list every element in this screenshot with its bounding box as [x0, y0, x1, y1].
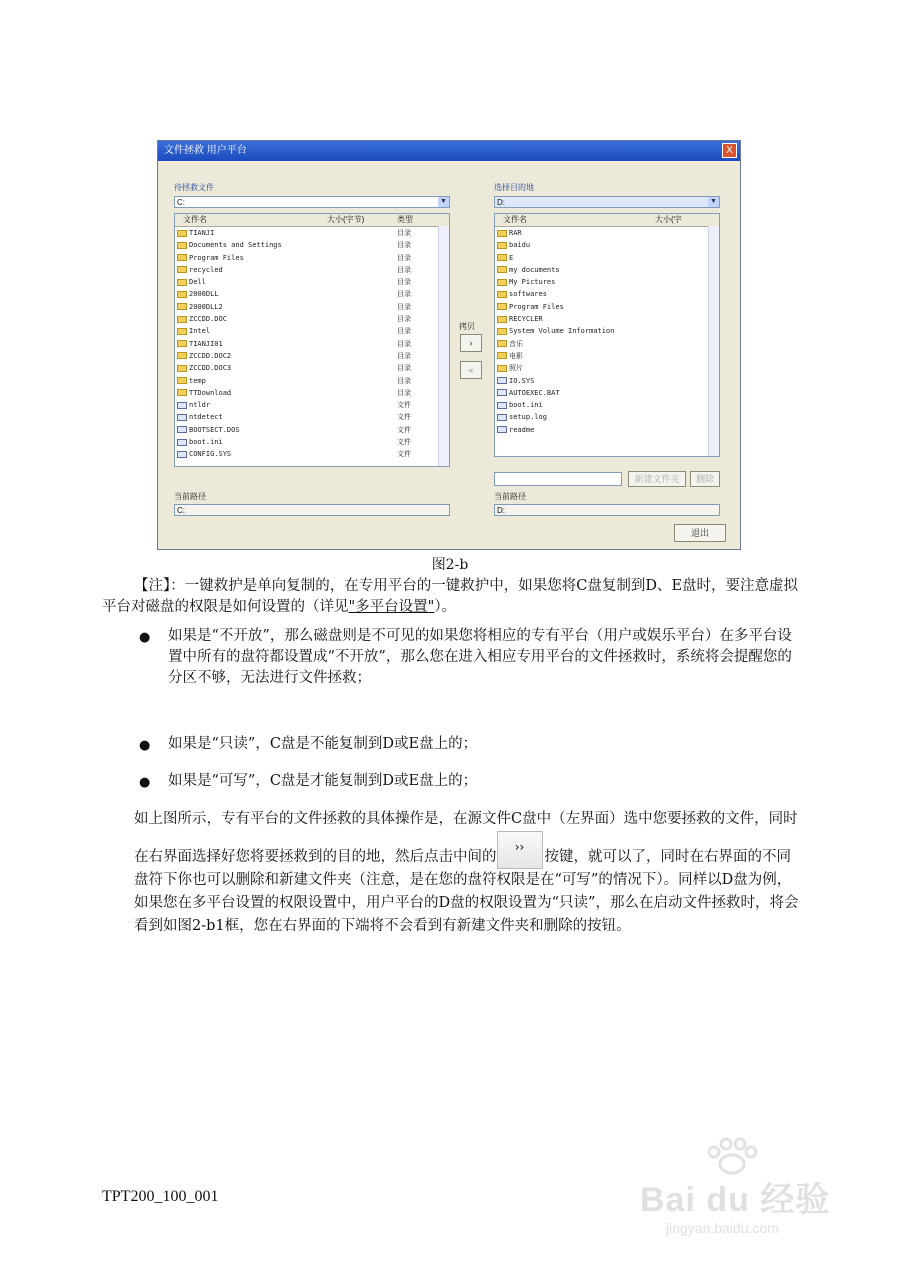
- file-name: 音乐: [509, 339, 523, 348]
- file-name: AUTOEXEC.BAT: [509, 388, 560, 397]
- list-item[interactable]: [495, 276, 719, 288]
- close-button[interactable]: X: [722, 143, 737, 158]
- list-item[interactable]: [175, 301, 449, 313]
- file-type: 目录: [397, 339, 411, 348]
- list-item[interactable]: [495, 338, 719, 350]
- list-item[interactable]: [175, 436, 449, 448]
- folder-icon: [497, 254, 507, 261]
- folder-icon: [177, 291, 187, 298]
- new-folder-name-input[interactable]: [494, 472, 622, 486]
- source-group-label: 待拯救文件: [174, 183, 214, 192]
- list-item[interactable]: [495, 313, 719, 325]
- folder-icon: [177, 389, 187, 396]
- copy-label: 拷贝: [459, 322, 475, 331]
- file-type: 目录: [397, 302, 411, 311]
- figure-caption-text: 图2-b: [431, 557, 469, 573]
- target-scrollbar[interactable]: [708, 226, 719, 456]
- folder-icon: [497, 328, 507, 335]
- folder-icon: [497, 266, 507, 273]
- file-icon: [497, 402, 507, 409]
- file-name: 电影: [509, 351, 523, 360]
- folder-icon: [177, 365, 187, 372]
- target-status-label: 当前路径: [494, 492, 526, 501]
- file-name: RECYCLER: [509, 315, 543, 324]
- note-prefix: 【注】：一键救护是单向复制的，在专用平台的一键救护中，如果您将C盘复制到D、E盘时，要注意虚拟平台对磁盘的权限是如何设置的（详见: [102, 578, 799, 615]
- file-icon: [497, 389, 507, 396]
- list-item[interactable]: [495, 411, 719, 423]
- list-item[interactable]: [495, 325, 719, 337]
- source-file-list[interactable]: [174, 213, 450, 467]
- file-icon: [497, 414, 507, 421]
- list-item[interactable]: [175, 399, 449, 411]
- list-item[interactable]: [175, 411, 449, 423]
- target-file-list[interactable]: [494, 213, 720, 457]
- file-icon: [497, 426, 507, 433]
- file-icon: [497, 377, 507, 384]
- dialog-titlebar: [158, 141, 740, 161]
- file-rescue-dialog: [157, 140, 741, 550]
- file-type: 目录: [397, 376, 411, 385]
- chevron-down-icon: ▼: [708, 197, 719, 207]
- source-header-type[interactable]: 类型: [397, 215, 413, 224]
- file-name: Intel: [189, 327, 211, 336]
- folder-icon: [497, 230, 507, 237]
- file-type: 目录: [397, 290, 411, 299]
- list-item[interactable]: [175, 325, 449, 337]
- list-item[interactable]: [175, 313, 449, 325]
- folder-icon: [497, 303, 507, 310]
- file-name: boot.ini: [509, 401, 543, 410]
- file-name: Dell: [189, 278, 206, 287]
- file-name: 2000DLL2: [189, 302, 223, 311]
- file-icon: [177, 439, 187, 446]
- list-item[interactable]: [495, 252, 719, 264]
- copy-forward-button-image: ››: [497, 831, 543, 869]
- file-type: 目录: [397, 253, 411, 262]
- file-name: ZCCDD.DOC3: [189, 364, 232, 373]
- file-name: TIANJI01: [189, 339, 223, 348]
- target-rows: [495, 227, 719, 436]
- file-icon: [177, 426, 187, 433]
- target-path-field: [494, 504, 720, 516]
- folder-icon: [497, 352, 507, 359]
- source-header-name[interactable]: 文件名: [183, 215, 207, 224]
- file-name: Program Files: [189, 253, 244, 262]
- list-item[interactable]: [495, 387, 719, 399]
- bullet-item: 如果是“可写”，C盘是才能复制到D或E盘上的；: [168, 773, 478, 789]
- folder-icon: [497, 291, 507, 298]
- watermark-url: jingyan.baidu.com: [666, 1220, 779, 1236]
- list-item[interactable]: [495, 362, 719, 374]
- folder-icon: [177, 377, 187, 384]
- folder-icon: [177, 316, 187, 323]
- folder-icon: [177, 328, 187, 335]
- file-name: Documents and Settings: [189, 241, 282, 250]
- source-scrollbar[interactable]: [438, 226, 449, 466]
- file-type: 目录: [397, 351, 411, 360]
- target-drive-select[interactable]: [494, 196, 720, 208]
- file-icon: [177, 402, 187, 409]
- target-list-header: [495, 214, 719, 227]
- list-item[interactable]: [175, 448, 449, 460]
- file-name: 2000DLL: [189, 290, 219, 299]
- folder-icon: [177, 230, 187, 237]
- source-rows: [175, 227, 449, 461]
- list-item[interactable]: [175, 350, 449, 362]
- file-name: 照片: [509, 364, 523, 373]
- list-item[interactable]: [175, 338, 449, 350]
- bullet-dot-icon: ●: [139, 630, 151, 645]
- target-drive-value: D:: [497, 198, 505, 207]
- figure-caption: [0, 554, 900, 574]
- dialog-title: 文件拯救 用户平台: [164, 145, 247, 156]
- file-name: BOOTSECT.DOS: [189, 425, 240, 434]
- file-name: boot.ini: [189, 438, 223, 447]
- file-name: System Volume Information: [509, 327, 615, 336]
- target-header-name[interactable]: 文件名: [503, 215, 527, 224]
- folder-icon: [497, 340, 507, 347]
- list-item[interactable]: [175, 424, 449, 436]
- source-drive-value: C:: [177, 198, 185, 207]
- file-type: 目录: [397, 229, 411, 237]
- file-name: TIANJI: [189, 229, 215, 237]
- exit-button[interactable]: 退出: [674, 524, 726, 542]
- new-folder-button[interactable]: 新建文件夹: [628, 471, 686, 487]
- source-list-header: [175, 214, 449, 227]
- bullet-dot-icon: ●: [139, 738, 151, 753]
- file-name: Program Files: [509, 302, 564, 311]
- file-type: 目录: [397, 241, 411, 250]
- body-part2: 按键，就可以了，同时在右界面的不同盘符下你也可以删除和新建文件夹（注意，是在您的盘符权限是在“可写”的情况下）。同样以D盘为例，如果您在多平台设置的权限设置中，用户平台的D盘的权限设置为“只读”，那么在启动文件拯救时，将会看到如图2-b1框，您在右界面的下端将不会看到有新建文件夹和删除的按钮。: [134, 849, 799, 934]
- folder-icon: [177, 303, 187, 310]
- list-item[interactable]: [495, 264, 719, 276]
- body-part1: 如上图所示，专有平台的文件拯救的具体操作是，在源文件C盘中（左界面）选中您要拯救的文件，同时在右界面选择好您将要拯救到的目的地，然后点击中间的: [134, 811, 798, 865]
- baidu-watermark: [636, 1136, 836, 1246]
- folder-icon: [177, 352, 187, 359]
- folder-icon: [497, 242, 507, 249]
- file-name: softwares: [509, 290, 547, 299]
- file-type: 目录: [397, 327, 411, 336]
- file-name: RAR: [509, 229, 522, 237]
- folder-icon: [497, 365, 507, 372]
- watermark-brand: Bai du 经验: [640, 1181, 831, 1219]
- file-name: baidu: [509, 241, 531, 250]
- bullet-item: 如果是“不开放”，那么磁盘则是不可见的如果您将相应的专有平台（用户或娱乐平台）在多平台设置中所有的盘符都设置成“不开放”，那么您在进入相应专用平台的文件拯救时，系统将会提醒您的分区不够，无法进行文件拯救；: [168, 628, 792, 686]
- file-name: My Pictures: [509, 278, 556, 287]
- file-name: TTDownload: [189, 388, 232, 397]
- folder-icon: [177, 340, 187, 347]
- file-type: 文件: [397, 425, 411, 434]
- folder-icon: [177, 279, 187, 286]
- list-item[interactable]: [495, 424, 719, 436]
- list-item[interactable]: [175, 227, 449, 239]
- note-paragraph: [102, 576, 802, 618]
- note-suffix: ）。: [434, 599, 457, 615]
- folder-icon: [497, 316, 507, 323]
- bullet-dot-icon: ●: [139, 775, 151, 790]
- target-header-size[interactable]: 大小(字: [655, 215, 682, 224]
- list-item[interactable]: [495, 288, 719, 300]
- source-status-label: 当前路径: [174, 492, 206, 501]
- source-path-value: C:: [177, 506, 185, 515]
- list-item[interactable]: [175, 288, 449, 300]
- file-icon: [177, 414, 187, 421]
- file-name: my documents: [509, 265, 560, 274]
- file-type: 文件: [397, 401, 411, 410]
- file-name: temp: [189, 376, 206, 385]
- folder-icon: [177, 266, 187, 273]
- file-icon: [177, 451, 187, 458]
- target-group-label: 选择目的地: [494, 183, 534, 192]
- list-item[interactable]: [495, 350, 719, 362]
- body-paragraph: [134, 808, 802, 938]
- list-item[interactable]: [495, 227, 719, 239]
- list-item[interactable]: [495, 301, 719, 313]
- file-type: 目录: [397, 388, 411, 397]
- file-name: recycled: [189, 265, 223, 274]
- folder-icon: [497, 279, 507, 286]
- file-type: 文件: [397, 450, 411, 459]
- file-name: IO.SYS: [509, 376, 535, 385]
- folder-icon: [177, 242, 187, 249]
- file-type: 目录: [397, 278, 411, 287]
- list-item[interactable]: [175, 387, 449, 399]
- target-path-value: D:: [497, 506, 505, 515]
- file-name: E: [509, 253, 514, 262]
- file-type: 目录: [397, 315, 411, 324]
- source-drive-select[interactable]: [174, 196, 450, 208]
- list-item[interactable]: [495, 399, 719, 411]
- file-name: ntldr: [189, 401, 211, 410]
- folder-icon: [177, 254, 187, 261]
- file-name: ntdetect: [189, 413, 223, 422]
- file-name: ZCCDD.DOC: [189, 315, 227, 324]
- file-name: setup.log: [509, 413, 547, 422]
- back-button[interactable]: «: [460, 361, 482, 379]
- list-item[interactable]: [175, 375, 449, 387]
- delete-button[interactable]: 删除: [690, 471, 720, 487]
- file-type: 目录: [397, 265, 411, 274]
- list-item[interactable]: [495, 375, 719, 387]
- copy-button[interactable]: ›: [460, 334, 482, 352]
- document-id: TPT200_100_001: [102, 1188, 219, 1205]
- file-type: 文件: [397, 438, 411, 447]
- bullet-item: 如果是“只读”，C盘是不能复制到D或E盘上的；: [168, 736, 478, 752]
- list-item[interactable]: [175, 362, 449, 374]
- file-name: readme: [509, 425, 535, 434]
- list-item[interactable]: [175, 276, 449, 288]
- file-name: CONFIG.SYS: [189, 450, 232, 459]
- file-type: 目录: [397, 364, 411, 373]
- paw-icon: [702, 1136, 762, 1176]
- list-item[interactable]: [175, 252, 449, 264]
- source-path-field: [174, 504, 450, 516]
- list-item[interactable]: [175, 239, 449, 251]
- list-item[interactable]: [495, 239, 719, 251]
- multi-platform-settings-link[interactable]: "多平台设置": [348, 599, 435, 615]
- file-type: 文件: [397, 413, 411, 422]
- chevron-down-icon: ▼: [438, 197, 449, 207]
- list-item[interactable]: [175, 264, 449, 276]
- file-name: ZCCDD.DOC2: [189, 351, 232, 360]
- source-header-size[interactable]: 大小(字节): [327, 215, 365, 224]
